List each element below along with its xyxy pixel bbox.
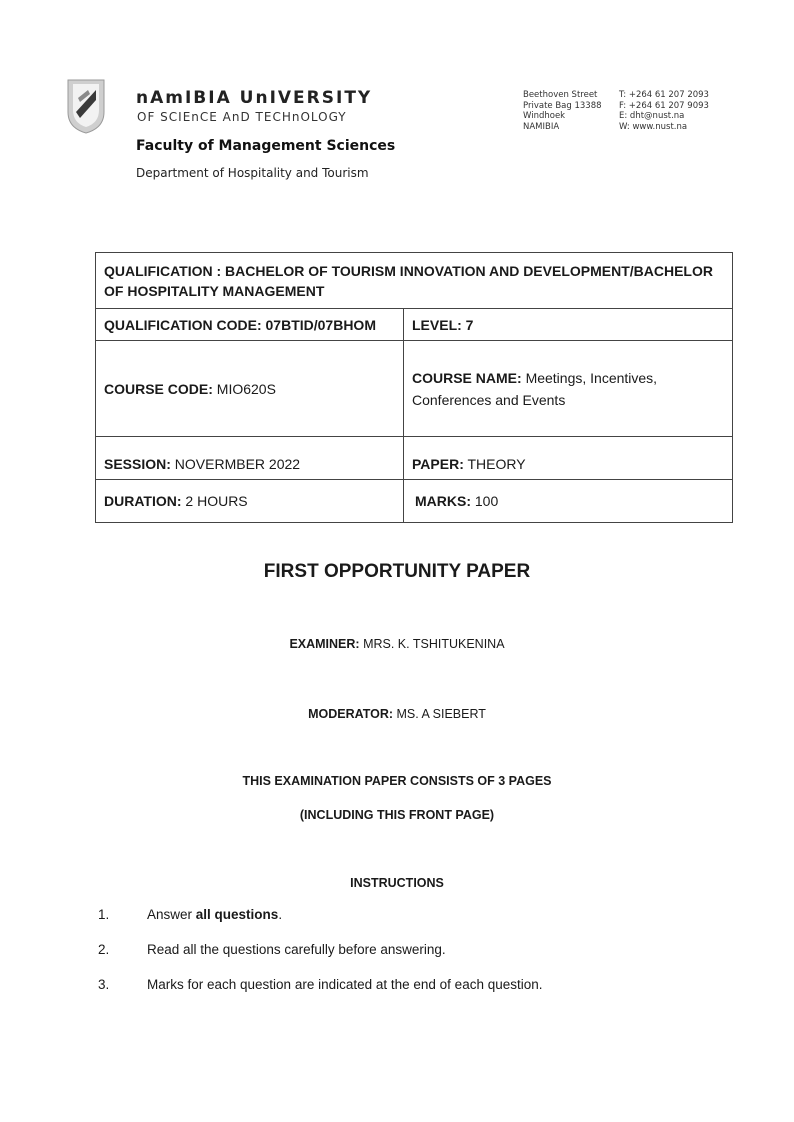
contact-phone: T: +264 61 207 2093 <box>619 90 709 100</box>
instruction-text-bold: all questions <box>195 907 279 922</box>
course-name-label: COURSE NAME: <box>412 369 522 386</box>
course-code-label: COURSE CODE: <box>104 380 213 397</box>
address-line: Private Bag 13388 <box>523 100 602 111</box>
university-shield-logo <box>66 78 106 134</box>
instruction-text-post: . <box>278 907 283 922</box>
duration-cell <box>96 480 404 523</box>
contact-fax: F: +264 61 207 9093 <box>619 100 709 111</box>
duration-label: DURATION: <box>104 493 182 509</box>
examiner-value: MRS. K. TSHITUKENINA <box>363 637 505 651</box>
course-code-cell <box>96 341 404 437</box>
instructions-heading: INSTRUCTIONS <box>350 876 444 890</box>
instruction-number: 3. <box>98 977 110 992</box>
instruction-number: 2. <box>98 942 110 957</box>
course-code-value: MIO620S <box>216 380 276 397</box>
pages-note-sub: (INCLUDING THIS FRONT PAGE) <box>299 808 495 822</box>
department-name: Department of Hospitality and Tourism <box>136 166 369 180</box>
level-label: LEVEL: <box>412 316 462 333</box>
moderator-value: MS. A SIEBERT <box>396 707 486 721</box>
contact-details <box>619 90 709 132</box>
address-line: NAMIBIA <box>523 121 560 132</box>
qualification-code-value: 07BTID/07BHOM <box>265 316 376 333</box>
address-line: Windhoek <box>523 111 566 121</box>
marks-label: MARKS: <box>415 493 471 509</box>
session-value: NOVERMBER 2022 <box>174 456 301 472</box>
qualification-text: QUALIFICATION : BACHELOR OF TOURISM INNOVATION AND DEVELOPMENT/BACHELOR OF HOSPITALITY MANAGEMENT <box>104 262 713 299</box>
paper-title: FIRST OPPORTUNITY PAPER <box>263 561 531 582</box>
qualification-cell <box>96 253 733 309</box>
session-label: SESSION: <box>104 456 171 472</box>
instruction-number: 1. <box>98 907 110 922</box>
course-name-cell <box>404 341 733 437</box>
contact-email: E: dht@nust.na <box>619 111 685 121</box>
paper-label: PAPER: <box>412 456 464 472</box>
qualification-code-label: QUALIFICATION CODE: <box>104 316 262 333</box>
course-name-value: Meetings, Incentives, Conferences and Events <box>412 369 658 408</box>
moderator-line <box>0 707 794 721</box>
instruction-text-pre: Answer <box>147 907 196 922</box>
marks-value: 100 <box>474 493 499 509</box>
instruction-text: Read all the questions carefully before answering. <box>147 942 446 957</box>
qualification-code-cell <box>96 309 404 341</box>
moderator-label: MODERATOR: <box>308 707 394 721</box>
faculty-name: Faculty of Management Sciences <box>136 138 396 154</box>
examiner-line <box>0 637 794 651</box>
duration-value: 2 HOURS <box>185 493 248 509</box>
level-cell <box>404 309 733 341</box>
contact-website: W: www.nust.na <box>619 121 688 132</box>
paper-cell <box>404 437 733 480</box>
address-line: Beethoven Street <box>523 90 598 100</box>
pages-note: THIS EXAMINATION PAPER CONSISTS OF 3 PAGES <box>242 774 552 788</box>
paper-value: THEORY <box>467 456 526 472</box>
level-value: 7 <box>465 316 474 333</box>
marks-cell <box>404 480 733 523</box>
examiner-label: EXAMINER: <box>289 637 360 651</box>
exam-info-table <box>95 252 733 523</box>
instruction-text <box>147 907 282 922</box>
session-cell <box>96 437 404 480</box>
university-name: nAmIBIA UnIVERSITY <box>136 88 373 108</box>
university-subname: OF SCIEnCE AnD TECHnOLOGY <box>137 110 347 124</box>
postal-address <box>523 90 602 132</box>
instruction-text: Marks for each question are indicated at the end of each question. <box>147 977 543 992</box>
